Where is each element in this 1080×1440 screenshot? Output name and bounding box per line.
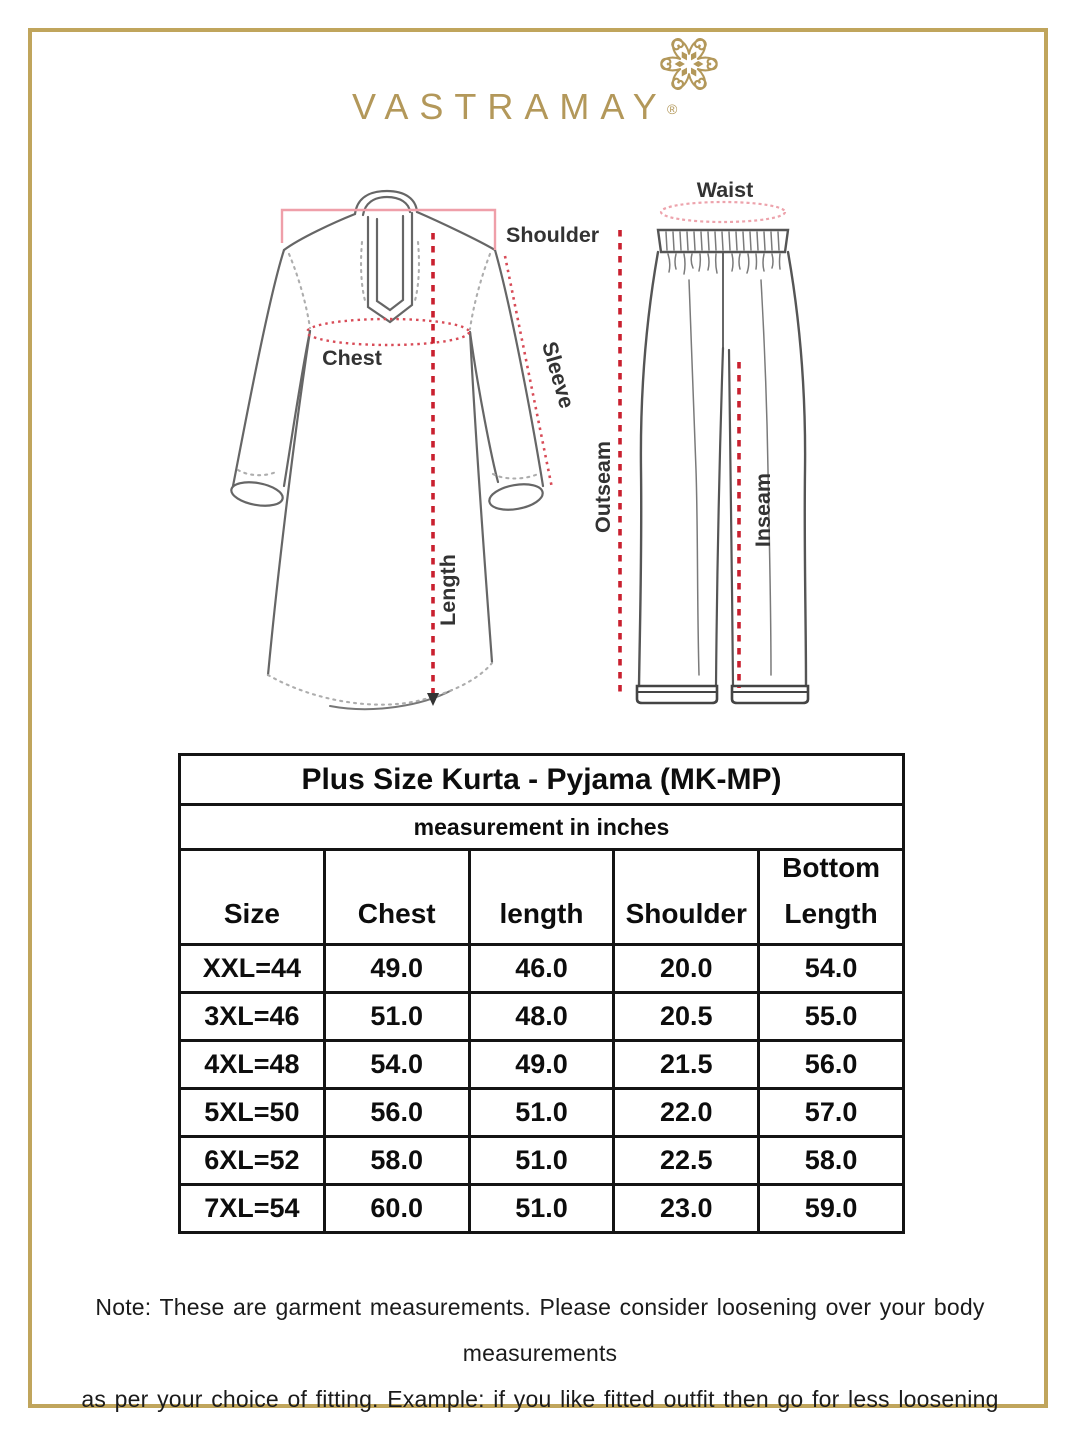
table-cell: 59.0 [804, 1193, 858, 1223]
length-label: Length [436, 554, 460, 626]
kurta-stitch-dots [238, 242, 538, 705]
table-cell: 3XL=46 [181, 994, 326, 1039]
outseam-label: Outseam [591, 440, 615, 534]
table-cell: 51.0 [471, 1186, 616, 1231]
table-cell: 60.0 [326, 1186, 471, 1231]
kurta-sketch [229, 191, 544, 709]
table-cell: 20.5 [615, 994, 760, 1039]
table-row [181, 994, 902, 1042]
sleeve-label: Sleeve [537, 338, 579, 412]
table-row [181, 1138, 902, 1186]
table-cell: 5XL=50 [181, 1090, 326, 1135]
table-cell: 57.0 [804, 1097, 858, 1127]
table-cell: 49.0 [326, 946, 471, 991]
table-cell: 56.0 [326, 1090, 471, 1135]
size-chart-subtitle: measurement in inches [181, 806, 902, 851]
pyjama-sketch [637, 230, 808, 703]
table-cell: 58.0 [326, 1138, 471, 1183]
note-line-1: Note: These are garment measurements. Please consider loosening over your body measurements [95, 1294, 985, 1366]
table-cell: 6XL=52 [181, 1138, 326, 1183]
table-cell: 7XL=54 [181, 1186, 326, 1231]
table-cell: 58.0 [804, 1145, 858, 1175]
header-cell-chest: Chest [326, 851, 471, 943]
table-cell: 21.5 [615, 1042, 760, 1087]
brand-ornament-icon [655, 34, 723, 94]
chest-ellipse-line [307, 319, 469, 345]
brand-logo-text: VASTRAMAY [352, 86, 668, 127]
pyjama-measure-marks [620, 202, 785, 698]
table-row [181, 1090, 902, 1138]
note-line-2: as per your choice of fitting. Example: if you like fitted outfit then go for less loosening [81, 1386, 999, 1412]
size-chart-title: Plus Size Kurta - Pyjama (MK-MP) [181, 756, 902, 806]
table-cell: 55.0 [804, 1001, 858, 1031]
table-cell: 51.0 [471, 1138, 616, 1183]
table-cell: 49.0 [471, 1042, 616, 1087]
table-row [181, 1186, 902, 1231]
shoulder-label: Shoulder [506, 223, 600, 247]
registered-trademark-mark: ® [667, 101, 678, 117]
waist-ellipse-line [661, 202, 785, 222]
table-cell: 51.0 [471, 1090, 616, 1135]
table-cell: 54.0 [326, 1042, 471, 1087]
header-cell-shoulder: Shoulder [615, 851, 760, 943]
table-cell: 56.0 [804, 1049, 858, 1079]
header-cell-size: Size [181, 851, 326, 943]
shoulder-bracket-line [282, 210, 495, 250]
table-cell: 20.0 [615, 946, 760, 991]
header-cell-bottom-length: Bottom Length [782, 852, 881, 929]
table-row [181, 1042, 902, 1090]
table-header-row [181, 851, 902, 946]
table-cell: 46.0 [471, 946, 616, 991]
chest-label: Chest [322, 346, 382, 370]
table-cell: 4XL=48 [181, 1042, 326, 1087]
table-cell: 54.0 [804, 953, 858, 983]
table-cell: 22.0 [615, 1090, 760, 1135]
garment-measurement-diagram [140, 150, 940, 770]
table-cell: 22.5 [615, 1138, 760, 1183]
waist-label: Waist [696, 178, 754, 202]
table-row [181, 946, 902, 994]
note-text [40, 1284, 1040, 1422]
table-cell: 23.0 [615, 1186, 760, 1231]
table-cell: 48.0 [471, 994, 616, 1039]
size-chart-table [178, 753, 905, 1234]
inseam-label: Inseam [751, 472, 775, 548]
table-cell: 51.0 [326, 994, 471, 1039]
header-cell-length: length [471, 851, 616, 943]
table-cell: XXL=44 [181, 946, 326, 991]
